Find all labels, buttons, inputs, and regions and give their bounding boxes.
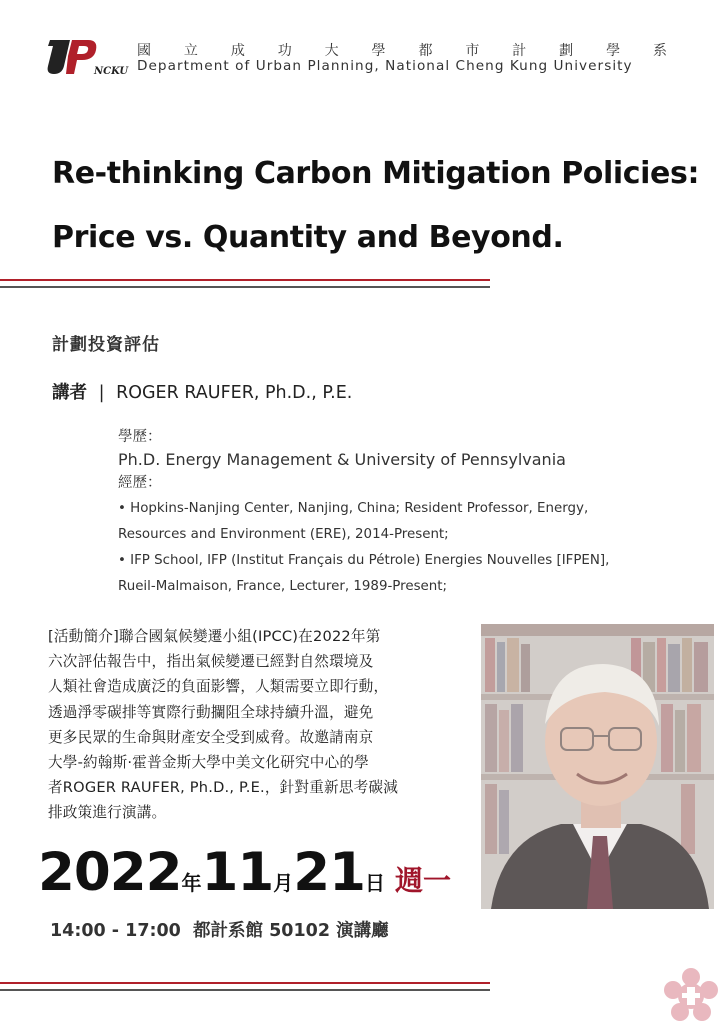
- department-logo: [44, 36, 130, 78]
- intro-line: 人類社會造成廣泛的負面影響，人類需要立即行動，: [48, 678, 389, 696]
- department-name-chinese: [137, 40, 667, 60]
- dept-char: 系: [652, 43, 667, 59]
- divider-red-bottom: [0, 982, 490, 984]
- education-text: Ph.D. Energy Management & University of Pennsylvania: [118, 450, 566, 469]
- dept-char: 市: [465, 43, 480, 59]
- date-weekday: 週一: [395, 864, 452, 897]
- dept-char: 都: [418, 43, 433, 59]
- education-label: 學歷：: [118, 429, 162, 445]
- dept-char: 學: [606, 43, 621, 59]
- speaker-photo: [481, 624, 714, 909]
- dept-char: 學: [371, 43, 386, 59]
- date-month: 11: [201, 842, 274, 903]
- svg-text:NCKU: NCKU: [94, 66, 129, 77]
- dept-char: 功: [277, 43, 292, 59]
- intro-line: 更多民眾的生命與財產安全受到威脅。故邀請南京: [48, 728, 374, 746]
- dept-char: 國: [137, 43, 151, 59]
- title-line-2: Price vs. Quantity and Beyond.: [52, 220, 564, 255]
- divider-red-top: [0, 279, 490, 281]
- dept-char: 劃: [559, 43, 574, 59]
- title-line-1: Re-thinking Carbon Mitigation Policies:: [52, 156, 700, 191]
- dept-char: 大: [324, 43, 339, 59]
- event-date: [38, 842, 451, 903]
- date-year-unit: 年: [181, 871, 202, 895]
- speaker-name: ROGER RAUFER, Ph.D., P.E.: [116, 383, 353, 403]
- divider-dark-bottom: [0, 989, 490, 991]
- university-seal-icon: [660, 965, 722, 1027]
- experience-item-2-cont: Rueil-Malmaison, France, Lecturer, 1989-Present;: [118, 579, 448, 594]
- intro-line: [活動簡介]聯合國氣候變遷小組(IPCC)在2022年第: [48, 628, 381, 645]
- speaker-bio: [118, 426, 658, 600]
- divider-dark-top: [0, 286, 490, 288]
- intro-line: 大學-約翰斯·霍普金斯大學中美文化研究中心的學: [48, 754, 369, 772]
- speaker-label: 講者: [52, 383, 87, 403]
- experience-item-1: • Hopkins-Nanjing Center, Nanjing, China; Resident Professor, Energy,: [118, 501, 589, 516]
- department-name-english: Department of Urban Planning, National Cheng Kung University: [137, 58, 633, 74]
- experience-label: 經歷：: [118, 475, 162, 491]
- intro-line: 透過淨零碳排等實際行動攔阻全球持續升溫，避免: [48, 703, 374, 721]
- experience-item-1-cont: Resources and Environment (ERE), 2014-Present;: [118, 527, 449, 542]
- date-year: 2022: [38, 842, 182, 903]
- intro-line: 六次評估報告中，指出氣候變遷已經對自然環境及: [48, 653, 374, 671]
- dept-char: 計: [512, 43, 527, 59]
- lecture-title: [52, 142, 712, 270]
- intro-line: 排政策進行演講。: [48, 804, 167, 822]
- event-intro: [48, 624, 478, 826]
- dept-char: 成: [230, 43, 245, 59]
- course-name: 計劃投資評估: [52, 335, 160, 355]
- date-month-unit: 月: [273, 871, 294, 895]
- date-day: 21: [293, 842, 366, 903]
- dept-char: 立: [183, 43, 198, 59]
- intro-line: 者ROGER RAUFER, Ph.D., P.E.，針對重新思考碳減: [48, 779, 398, 797]
- experience-item-2: • IFP School, IFP (Institut Français du Pétrole) Energies Nouvelles [IFPEN],: [118, 553, 610, 568]
- speaker-separator: |: [98, 383, 105, 403]
- time-location: 14:00 - 17:00 都計系館 50102 演講廳: [50, 921, 389, 941]
- speaker-line: [52, 379, 352, 404]
- date-day-unit: 日: [365, 871, 386, 895]
